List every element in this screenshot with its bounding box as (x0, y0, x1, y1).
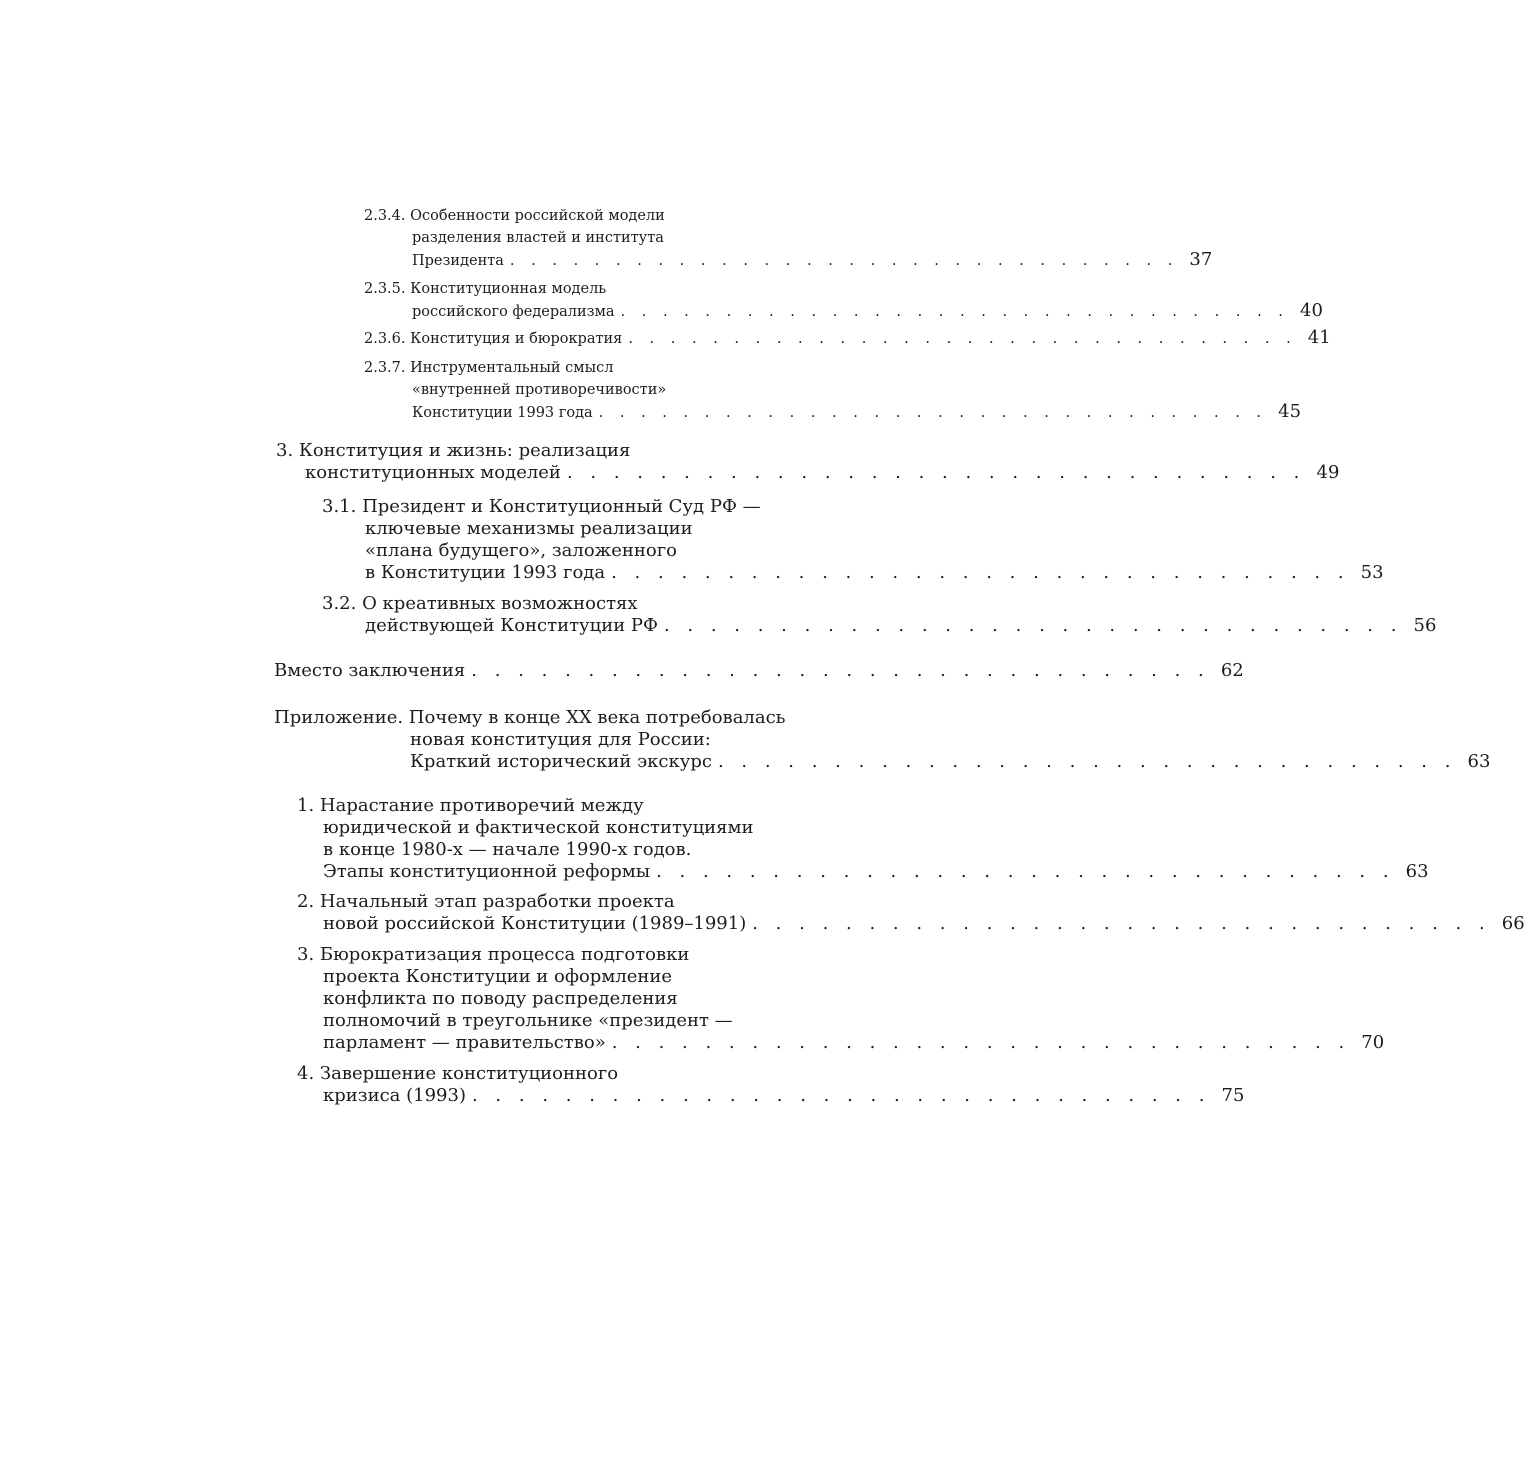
toc-entry-line (364, 278, 815, 300)
dot-leader: . . . . . . . . . . . . . . . . . . . . . . . . . . . . . . . . (471, 1085, 1211, 1106)
page-number: 40 (1300, 300, 1323, 321)
toc-entry-title-cont: новой российской Конституции (1989–1991) (323, 913, 747, 934)
dot-leader: . . . . . . . . . . . . . . . . . . . . . . . . . . . . . . . . (471, 660, 1210, 681)
toc-entry-number: 2.3.5. (364, 281, 406, 297)
toc-appendix-4[interactable] (297, 1063, 1245, 1107)
toc-entry-title-cont: проекта Конституции и оформление (323, 966, 673, 987)
toc-entry-leader-line (274, 660, 1244, 682)
dot-leader: . . . . . . . . . . . . . . . . . . . . . . . . . . . . . . . . (663, 615, 1403, 636)
toc-entry-title-cont: разделения властей и института (412, 230, 664, 246)
page-number: 49 (1316, 462, 1340, 483)
dot-leader: . . . . . . . . . . . . . . . . . . . . . . . . . . . . . . . . (717, 751, 1457, 772)
toc-entry-title-cont: в Конституции 1993 года (365, 562, 606, 583)
toc-entry-3-2[interactable] (322, 593, 1437, 637)
toc-entry-title-cont: Президента (412, 253, 504, 269)
toc-entry-title-cont: парламент — правительство» (323, 1032, 606, 1053)
toc-entry-title-cont: кризиса (1993) (323, 1085, 466, 1106)
page-number: 53 (1360, 562, 1384, 583)
toc-entry-line (364, 357, 815, 379)
toc-entry-title-cont: «плана будущего», заложенного (365, 540, 677, 561)
toc-entry-2-3-4[interactable] (364, 205, 1213, 272)
toc-entry-leader-line (297, 1032, 1385, 1054)
toc-entry-title-cont: Конституции 1993 года (412, 405, 593, 421)
toc-entry-title: 2. Начальный этап разработки проекта (297, 891, 675, 912)
dot-leader: . . . . . . . . . . . . . . . . . . . . . . . . . . . . . . . . (611, 1032, 1351, 1053)
toc-entry-2-3-6[interactable] (364, 327, 1331, 350)
toc-entry-title-cont: «внутренней противоречивости» (412, 382, 667, 398)
toc-entry-title-cont: Этапы конституционной реформы (323, 861, 651, 882)
toc-entry-title: Приложение. Почему в конце XX века потребовалась (274, 707, 786, 728)
toc-entry-title-cont: действующей Конституции РФ (365, 615, 658, 636)
toc-entry-line (364, 328, 622, 350)
dot-leader: . . . . . . . . . . . . . . . . . . . . . . . . . . . . . . . . (509, 253, 1179, 269)
toc-appendix-2[interactable] (297, 891, 1525, 935)
toc-entry-leader-line (274, 751, 1491, 773)
toc-entry-number: 2.3.6. (364, 331, 406, 347)
page-number: 75 (1221, 1085, 1245, 1106)
toc-entry-leader-line (322, 615, 1437, 637)
toc-entry-title-cont: ключевые механизмы реализации (365, 518, 693, 539)
page-number: 62 (1220, 660, 1244, 681)
dot-leader: . . . . . . . . . . . . . . . . . . . . . . . . . . . . . . . . (611, 562, 1350, 583)
toc-entry-line (364, 205, 815, 227)
toc-entry-title: 3. Бюрократизация процесса подготовки (297, 944, 690, 965)
toc-entry-leader-line (364, 249, 1213, 272)
toc-entry-leader-line (276, 462, 1340, 484)
toc-entry-2-3-5[interactable] (364, 278, 1323, 323)
toc-entry-3-1[interactable] (322, 496, 1384, 584)
toc-entry-title: 3.2. О креативных возможностях (322, 593, 638, 614)
page-number: 41 (1307, 327, 1331, 348)
page-number: 56 (1413, 615, 1437, 636)
page-number: 66 (1501, 913, 1525, 934)
page-number: 45 (1278, 401, 1302, 422)
toc-entry-leader-line (364, 401, 1302, 424)
dot-leader: . . . . . . . . . . . . . . . . . . . . . . . . . . . . . . . . (628, 331, 1297, 347)
toc-entry-title-cont: конституционных моделей (305, 462, 561, 483)
dot-leader: . . . . . . . . . . . . . . . . . . . . . . . . . . . . . . . . (752, 913, 1491, 934)
toc-appendix[interactable] (274, 707, 1491, 773)
toc-entry-leader-line (322, 562, 1384, 584)
toc-entry-title: 3. Конституция и жизнь: реализация (276, 440, 631, 461)
toc-conclusion[interactable] (274, 660, 1244, 682)
toc-entry-title: Конституционная модель (410, 281, 607, 297)
toc-entry-2-3-7[interactable] (364, 357, 1302, 424)
toc-entry-title-cont: Краткий исторический экскурс (410, 751, 712, 772)
toc-appendix-3[interactable] (297, 944, 1385, 1054)
page-number: 37 (1189, 249, 1213, 270)
toc-entry-leader-line (297, 1085, 1245, 1107)
toc-entry-title-cont: новая конституция для России: (410, 729, 711, 750)
toc-entry-title-cont: российского федерализма (412, 304, 615, 320)
toc-entry-title: 1. Нарастание противоречий между (297, 795, 644, 816)
toc-entry-title: 4. Завершение конституционного (297, 1063, 619, 1084)
toc-entry-title: 3.1. Президент и Конституционный Суд РФ — (322, 496, 761, 517)
toc-entry-title: Конституция и бюрократия (410, 331, 623, 347)
dot-leader: . . . . . . . . . . . . . . . . . . . . . . . . . . . . . . . . (566, 462, 1306, 483)
page-number: 63 (1467, 751, 1491, 772)
toc-entry-number: 2.3.7. (364, 360, 406, 376)
toc-chapter-3[interactable] (276, 440, 1340, 484)
toc-entry-leader-line (297, 861, 1429, 883)
toc-appendix-1[interactable] (297, 795, 1429, 883)
toc-entry-title-cont: юридической и фактической конституциями (323, 817, 754, 838)
page-number: 63 (1405, 861, 1429, 882)
page-number: 70 (1361, 1032, 1385, 1053)
dot-leader: . . . . . . . . . . . . . . . . . . . . . . . . . . . . . . . . (598, 405, 1268, 421)
toc-entry-title: Особенности российской модели (410, 208, 665, 224)
dot-leader: . . . . . . . . . . . . . . . . . . . . . . . . . . . . . . . . (656, 861, 1395, 882)
toc-entry-title-cont: в конце 1980-х — начале 1990-х годов. (323, 839, 692, 860)
toc-entry-title-cont: полномочий в треугольнике «президент — (323, 1010, 733, 1031)
toc-entry-title-cont: конфликта по поводу распределения (323, 988, 678, 1009)
toc-entry-leader-line (297, 913, 1525, 935)
toc-entry-title: Инструментальный смысл (410, 360, 614, 376)
toc-entry-leader-line (364, 327, 1331, 350)
dot-leader: . . . . . . . . . . . . . . . . . . . . . . . . . . . . . . . . (620, 304, 1289, 320)
toc-entry-leader-line (364, 300, 1323, 323)
toc-entry-number: 2.3.4. (364, 208, 406, 224)
toc-entry-title: Вместо заключения (274, 660, 466, 681)
